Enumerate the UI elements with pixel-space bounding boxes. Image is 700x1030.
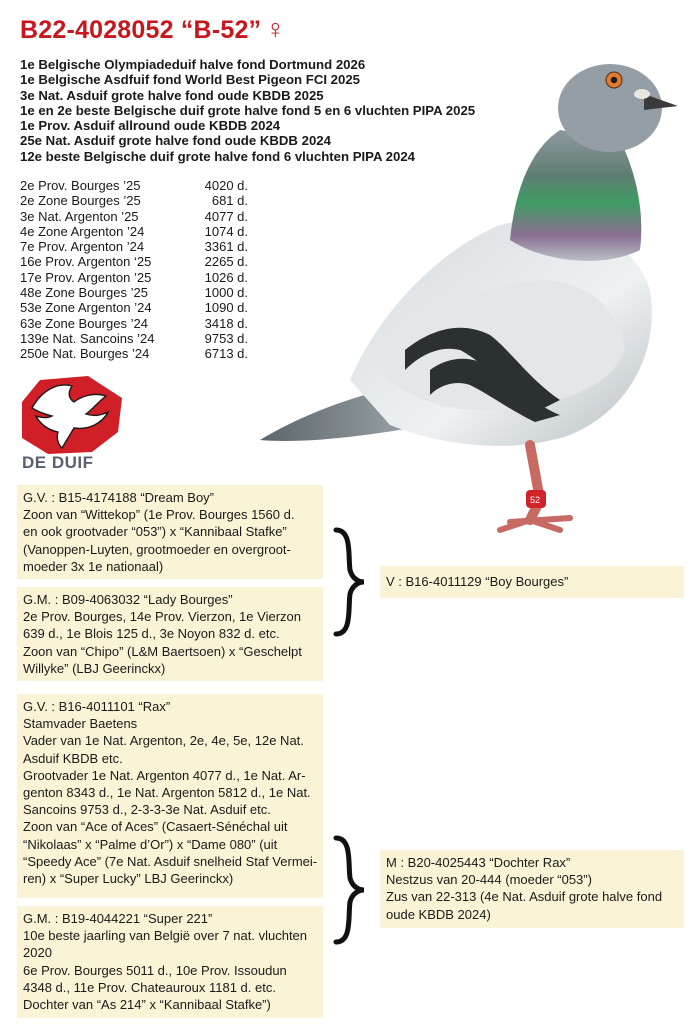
- result-distance: 1000 d.: [204, 285, 248, 301]
- result-place: 16e Prov. Argenton ‘25: [20, 254, 152, 270]
- achievement-item: 1e en 2e beste Belgische duif grote halve fond 5 en 6 vluchten PIPA 2025: [20, 102, 476, 118]
- result-place: 7e Prov. Argenton ’24: [20, 239, 145, 255]
- pedigree-line: Asduif KBDB etc.: [23, 750, 123, 766]
- pedigree-line: Zoon van “Wittekop” (1e Prov. Bourges 1560 d.: [23, 507, 295, 523]
- result-row: [20, 331, 248, 346]
- pedigree-line: Zus van 22-313 (4e Nat. Asduif grote halve fond: [386, 889, 663, 905]
- pedigree-line: (Vanoppen-Luyten, grootmoeder en overgroot-: [23, 541, 291, 557]
- pedigree-line: 4348 d., 11e Prov. Chateauroux 1181 d. etc.: [23, 979, 276, 995]
- pedigree-line: “Speedy Ace” (7e Nat. Asduif snelheid Staf Vermei-: [23, 853, 318, 869]
- result-distance: 1026 d.: [204, 269, 248, 285]
- pedigree-line: 2e Prov. Bourges, 14e Prov. Vierzon, 1e Vierzon: [23, 609, 301, 625]
- result-row: [20, 346, 248, 361]
- result-row: [20, 270, 248, 285]
- result-row: [20, 178, 248, 193]
- pedigree-line: M : B20-4025443 “Dochter Rax”: [386, 855, 571, 870]
- pedigree-line: en ook grootvader “053”) x “Kannibaal Stafke”: [23, 524, 287, 540]
- pedigree-line: 2020: [23, 945, 52, 961]
- pedigree-line: G.M. : B19-4044221 “Super 221”: [23, 911, 213, 926]
- achievement-item: 1e Belgische Olympiadeduif halve fond Dortmund 2026: [20, 57, 366, 72]
- achievement-item: 3e Nat. Asduif grote halve fond oude KBDB 2025: [20, 87, 324, 103]
- result-distance: 2265 d.: [204, 254, 248, 270]
- pedigree-line: oude KBDB 2024): [386, 906, 491, 922]
- pedigree-line: Vader van 1e Nat. Argenton, 2e, 4e, 5e, 12e Nat.: [23, 733, 304, 749]
- result-distance: 1074 d.: [204, 223, 248, 239]
- foot: [500, 518, 570, 530]
- pedigree-line: Stamvader Baetens: [23, 716, 138, 732]
- pedigree-line: Nestzus van 20-444 (moeder “053”): [386, 872, 592, 888]
- result-place: 63e Zone Bourges ’24: [20, 315, 148, 331]
- logo-text: DE DUIF: [22, 453, 94, 472]
- pedigree-line: G.V. : B15-4174188 “Dream Boy”: [23, 490, 215, 505]
- pedigree-line: moeder 3x 1e nationaal): [23, 558, 164, 574]
- page-title: [20, 14, 286, 45]
- results-table: [20, 178, 248, 362]
- pedigree-line: ren) x “Super Lucky” LBJ Geerinckx): [23, 871, 234, 887]
- pedigree-line: 639 d., 1e Blois 125 d., 3e Noyon 832 d. etc.: [23, 626, 280, 642]
- cere: [634, 89, 650, 99]
- pedigree-line: 10e beste jaarling van België over 7 nat. vluchten: [23, 928, 308, 944]
- result-distance: 681 d.: [211, 193, 248, 209]
- result-row: [20, 193, 248, 208]
- result-distance: 6713 d.: [204, 346, 248, 362]
- sire-grandfather-box: [17, 485, 323, 579]
- result-distance: 3418 d.: [204, 315, 248, 331]
- result-row: [20, 285, 248, 300]
- pedigree-line: Willyke” (LBJ Geerinckx): [23, 660, 166, 676]
- result-row: [20, 209, 248, 224]
- pedigree-line: genton 8343 d., 1e Nat. Argenton 5812 d., 1e Nat.: [23, 785, 311, 801]
- result-row: [20, 316, 248, 331]
- result-place: 250e Nat. Bourges ’24: [20, 346, 150, 362]
- ring-band-label: 52: [530, 495, 541, 505]
- achievement-item: 1e Belgische Asdfuif fond World Best Pigeon FCI 2025: [20, 72, 361, 88]
- result-row: [20, 239, 248, 254]
- leg: [530, 445, 540, 520]
- sire-box: [380, 566, 684, 598]
- pigeon-photo: [230, 50, 690, 540]
- pupil: [611, 77, 617, 83]
- pedigree-line: Dochter van “As 214” x “Kannibaal Stafke”): [23, 997, 271, 1013]
- sire-grandmother-box: [17, 587, 323, 681]
- pedigree-line: V : B16-4011129 “Boy Bourges”: [386, 574, 569, 589]
- result-place: 3e Nat. Argenton ’25: [20, 208, 139, 224]
- result-row: [20, 254, 248, 269]
- dam-grandfather-box: [17, 694, 323, 898]
- achievement-item: 1e Prov. Asduif allround oude KBDB 2024: [20, 118, 281, 134]
- dam-brace: [330, 834, 370, 946]
- result-place: 48e Zone Bourges ’25: [20, 285, 148, 301]
- pedigree-line: Zoon van “Chipo” (L&M Baertsoen) x “Geschelpt: [23, 643, 302, 659]
- result-distance: 1090 d.: [204, 300, 248, 316]
- pedigree-line: G.M. : B09-4063032 “Lady Bourges”: [23, 592, 233, 607]
- female-symbol: ♀: [265, 14, 286, 44]
- result-place: 139e Nat. Sancoins ’24: [20, 330, 155, 346]
- ring-number-title: B22-4028052 “B-52”: [20, 16, 262, 44]
- pedigree-line: “Nikolaas” x “Palme d’Or”) x “Dame 080” (uit: [23, 836, 278, 852]
- result-place: 2e Zone Bourges ’25: [20, 193, 141, 209]
- result-distance: 3361 d.: [204, 239, 248, 255]
- result-distance: 4020 d.: [204, 178, 248, 193]
- result-place: 17e Prov. Argenton ’25: [20, 269, 152, 285]
- dam-grandmother-box: [17, 906, 323, 1018]
- beak: [644, 94, 678, 110]
- achievement-item: 12e beste Belgische duif grote halve fond 6 vluchten PIPA 2024: [20, 148, 416, 164]
- result-place: 2e Prov. Bourges ’25: [20, 178, 141, 193]
- result-place: 4e Zone Argenton ’24: [20, 223, 145, 239]
- dam-box: [380, 850, 684, 928]
- result-distance: 9753 d.: [204, 330, 248, 346]
- pedigree-line: 6e Prov. Bourges 5011 d., 10e Prov. Issoudun: [23, 962, 287, 978]
- pedigree-line: Zoon van “Ace of Aces” (Casaert-Sénéchal uit: [23, 819, 288, 835]
- result-row: [20, 300, 248, 315]
- pedigree-line: Grootvader 1e Nat. Argenton 4077 d., 1e Nat. Ar-: [23, 767, 306, 783]
- result-place: 53e Zone Argenton ’24: [20, 300, 152, 316]
- achievement-item: 25e Nat. Asduif grote halve fond oude KBDB 2024: [20, 133, 331, 149]
- result-distance: 4077 d.: [204, 208, 248, 224]
- sire-brace: [330, 526, 370, 638]
- de-duif-logo: [18, 372, 128, 472]
- result-row: [20, 224, 248, 239]
- pedigree-line: G.V. : B16-4011101 “Rax”: [23, 699, 171, 714]
- pedigree-line: Sancoins 9753 d., 2-3-3-3e Nat. Asduif etc.: [23, 802, 271, 818]
